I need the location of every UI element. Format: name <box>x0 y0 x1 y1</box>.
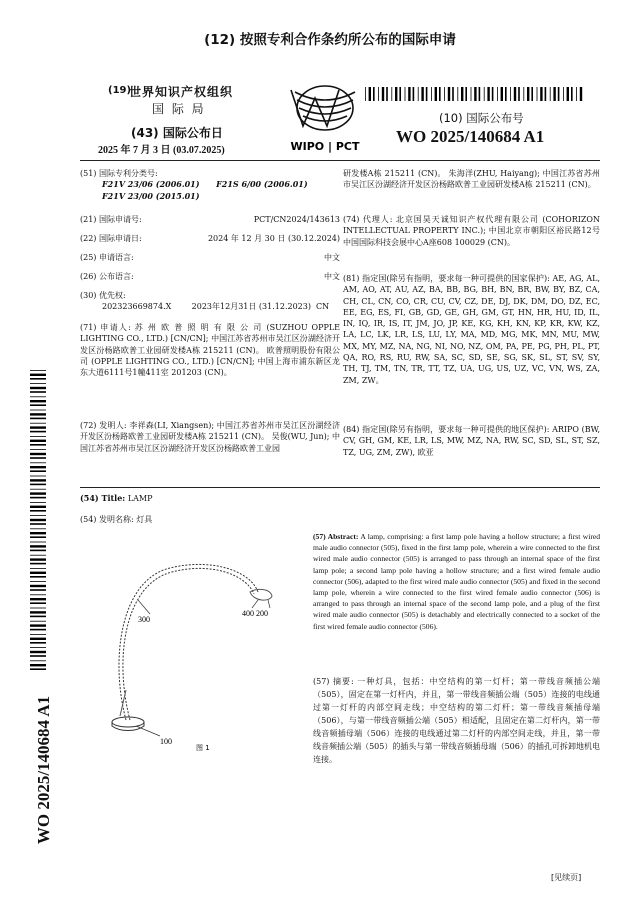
field-21 <box>80 214 340 225</box>
field-51 <box>80 168 340 202</box>
field-71-text: (71) 申请人: 苏 州 欧 普 照 明 有 限 公 司 (SUZHOU OPPLE LIGHTING CO., LTD.) [CN/CN]; 中国江苏省苏州市吴江区汾湖经济开发区汾杨路欧普工业园研发楼A栋 215211 (CN)。 欧普照明股份有限公司 (OPPLE LIGHTING CO., LTD.) [CN/CN]; 中国上海市浦东新区龙东大道6111号1幢411室 201203 (CN)。 <box>80 323 340 378</box>
field-74-text: (74) 代理人: 北京国昊天诚知识产权代理有限公司 (COHORIZON INTELLECTUAL PROPERTY INC.); 中国北京市朝阳区裕民路12号中国国际科技会展中心A座608 100029 (CN)。 <box>343 215 600 247</box>
label-400-200: 400 200 <box>242 609 268 618</box>
field-72-continued-text: 研发楼A栋 215211 (CN)。 朱海洋(ZHU, Haiyang); 中国江苏省苏州市吴江区汾湖经济开发区汾杨路欧普工业园研发楼A栋 215211 (CN)。 <box>343 169 600 190</box>
pubnum-value: WO 2025/140684 A1 <box>396 127 545 146</box>
field-26-label: (26) 公布语言: <box>80 272 134 281</box>
lamp-figure <box>100 540 310 770</box>
field-30 <box>80 290 340 313</box>
figure-caption: 图 1 <box>196 744 210 752</box>
org-number: (19) <box>108 85 132 96</box>
wipo-logo-text: WIPO | PCT <box>290 140 360 153</box>
abstract-cn-text: (57) 摘要: 一种灯具，包括：中空结构的第一灯杆；第一带线音频插公端（505），固定在第一灯杆内，并且，第一带线音频插公端（505）连接的电线通过第一灯杆的内部空间走线；中空结构的第二灯杆；第一带线音频插母端（506），与第一带线音频插公端（505）相适配，且固定在第二灯杆内，第一带线音频插母端（506）连接的电线通过第二灯杆的内部空间走线，并且，第一带线音频插公端（505）的插头与第一带线音频插母端（506）的插孔可拆卸地机电连接。 <box>313 677 600 764</box>
field-72-continued <box>343 168 600 191</box>
field-30-value: 202323669874.X 2023年12月31日 (31.12.2023) CN <box>102 302 330 312</box>
title-en-value: LAMP <box>127 494 153 503</box>
field-26-value: 中文 <box>324 272 340 281</box>
field-72 <box>80 420 340 454</box>
field-84-text: (84) 指定国(除另有指明，要求每一种可提供的地区保护): ARIPO (BW, CV, GH, GM, KE, LR, LS, MW, MZ, NA, RW, SC, SD, SL, ST, SZ, TZ, UG, ZM, ZW), 欧亚 <box>343 425 600 457</box>
field-21-value: PCT/CN2024/143613 <box>253 215 340 224</box>
abstract-en-label: (57) Abstract: <box>313 532 359 541</box>
side-barcode <box>30 370 46 670</box>
title-en <box>80 493 152 504</box>
field-25-value: 中文 <box>324 253 340 262</box>
pubdate-value: 2025 年 7 月 3 日 (03.07.2025) <box>98 145 225 156</box>
top-barcode <box>365 87 583 101</box>
ipc-1: F21V 23/06 (2006.01) <box>102 179 200 190</box>
field-25-label: (25) 申请语言: <box>80 253 134 262</box>
title-cn <box>80 514 152 525</box>
title-cn-value: 灯具 <box>136 515 153 524</box>
field-84 <box>343 424 600 458</box>
field-74 <box>343 214 600 248</box>
header-divider <box>80 160 600 161</box>
abstract-en <box>313 531 600 632</box>
field-22-value: 2024 年 12 月 30 日 (30.12.2024) <box>207 234 340 243</box>
wipo-logo-icon <box>285 84 365 156</box>
field-81-text: (81) 指定国(除另有指明，要求每一种可提供的国家保护): AE, AG, AL, AM, AO, AT, AU, AZ, BA, BB, BG, BH, BN, BR, BW, BY, BZ, CA, CH, CL, CN, CO, CR, CU, CV, CZ, DE, DJ, DK, DM, DO, DZ, EC, EE, EG, ES, FI, GB, GD, GE, GH, GM, GT, HN, HR, HU, ID, IL, IN, IQ, IR, IS, IT, JM, JO, JP, KE, KG, KH, KN, KP, KR, KW, KZ, LA, LC, LK, LR, LS, LU, LY, MA, MD, MG, MK, MN, MU, MW, MX, MY, MZ, NA, NG, NI, NO, NZ, OM, PA, PE, PG, PH, PL, PT, QA, RO, RS, RU, RW, SA, SC, SD, SE, SG, SK, SL, ST, SV, SY, TH, TJ, TM, TN, TR, TT, TZ, UA, UG, US, UZ, VC, VN, WS, ZA, ZM, ZW。 <box>343 274 600 385</box>
field-81 <box>343 273 600 386</box>
title-cn-label: (54) 发明名称: <box>80 515 134 524</box>
continued-note: [见续页] <box>551 873 582 882</box>
label-100: 100 <box>160 737 172 746</box>
pubdate-label: (43) 国际公布日 <box>131 126 223 140</box>
field-72-text: (72) 发明人: 李祥森(LI, Xiangsen); 中国江苏省苏州市吴江区汾湖经济开发区汾杨路欧普工业园研发楼A栋 215211 (CN)。 吴俊(WU, Jun); 中国江苏省苏州市吴江区汾湖经济开发区汾杨路欧普工业园 <box>80 421 340 453</box>
field-22-label: (22) 国际申请日: <box>80 234 142 243</box>
document-title: (12) 按照专利合作条约所公布的国际申请 <box>204 32 456 48</box>
ipc-2: F21S 6/00 (2006.01) <box>216 179 308 190</box>
field-25 <box>80 252 340 263</box>
abstract-cn <box>313 675 600 766</box>
field-21-label: (21) 国际申请号: <box>80 215 142 224</box>
pubnum-label: (10) 国际公布号 <box>439 111 524 125</box>
org-name: 世界知识产权组织 <box>129 85 234 99</box>
abstract-en-text: A lamp, comprising: a first lamp pole having a hollow structure; a first wired male audio connector (505), fixed in the first lamp pole, wherein a wire connected to the first wired male audio connector (505) is arranged to pass through an internal space of the first lamp pole; a second lamp pole having a hollow structure; and a first wired female audio connector (506), adapted to the first wired male audio connector (505) and fixed in the second lamp pole, wherein a wire connected to the first wired female audio connector (506) is arranged to pass through an internal space of the second lamp pole, and a plug of the first wired male audio connector (505) is detachably and electrically connected to a socket of the first wired female audio connector (506). <box>313 532 601 631</box>
label-300: 300 <box>138 615 150 624</box>
field-71 <box>80 322 340 378</box>
field-26 <box>80 271 340 282</box>
field-22 <box>80 233 340 244</box>
org-subtitle: 国 际 局 <box>152 102 206 116</box>
side-pubnum: WO 2025/140684 A1 <box>34 695 53 845</box>
field-51-label: (51) 国际专利分类号: <box>80 169 158 178</box>
field-30-label: (30) 优先权: <box>80 291 126 300</box>
title-en-label: (54) Title: <box>80 493 126 503</box>
ipc-3: F21V 23/00 (2015.01) <box>102 190 200 201</box>
fields-divider <box>80 487 600 488</box>
